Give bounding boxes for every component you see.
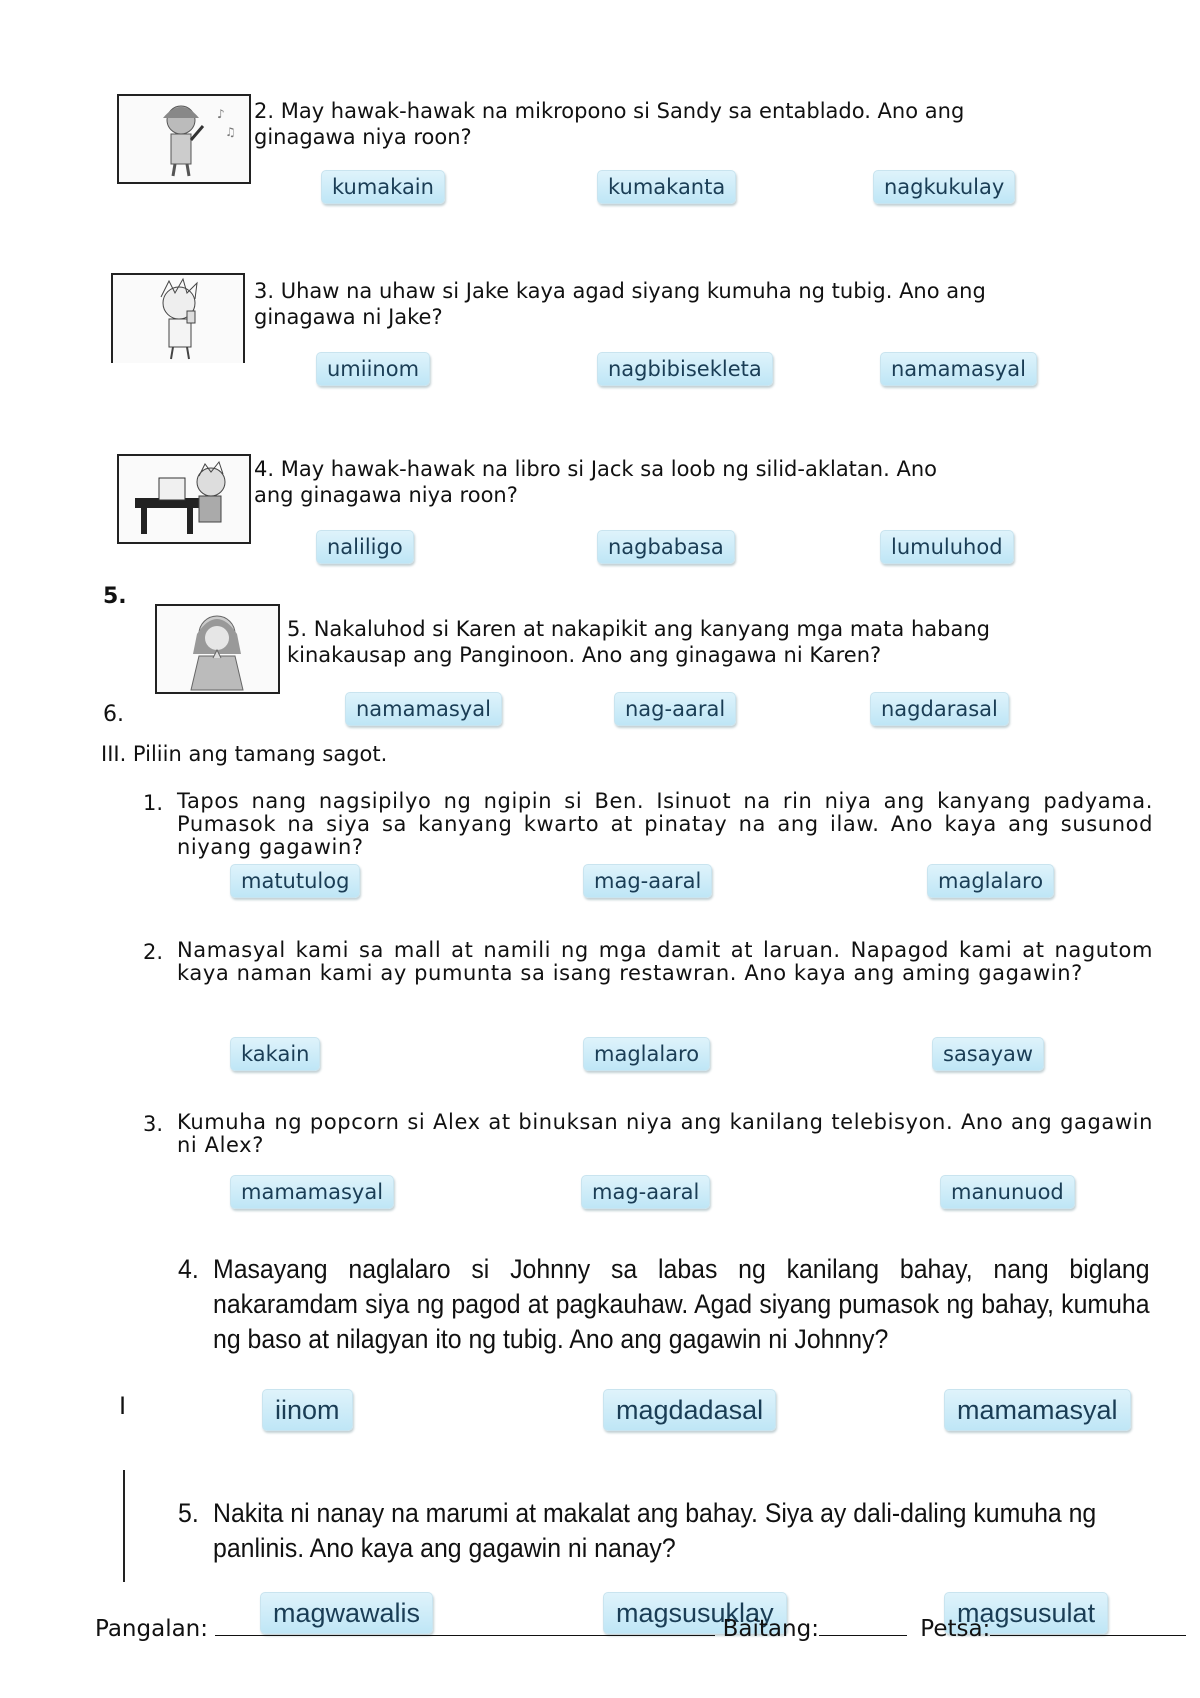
question-number: 2. bbox=[143, 940, 164, 964]
question-text: 3. Uhaw na uhaw si Jake kaya agad siyang kumuha ng tubig. Ano ang ginagawa ni Jake? bbox=[254, 279, 986, 329]
choice-button[interactable]: maglalaro bbox=[927, 864, 1054, 898]
question-text: 2. May hawak-hawak na mikropono si Sandy sa entablado. Ano ang ginagawa niya roon? bbox=[254, 99, 965, 149]
question-text: Nakita ni nanay na marumi at makalat ang bahay. Siya ay dali-daling kumuha ng panlinis. Ano kaya ang gagawin ni nanay? bbox=[213, 1498, 1097, 1563]
choice-button[interactable]: namamasyal bbox=[880, 352, 1037, 386]
margin-line bbox=[123, 1470, 125, 1582]
section-title: III. Piliin ang tamang sagot. bbox=[101, 742, 388, 766]
svg-text:♪: ♪ bbox=[217, 107, 225, 121]
item-marker: 5. bbox=[103, 584, 127, 609]
question-number: 4. bbox=[178, 1254, 199, 1284]
choice-button[interactable]: kakain bbox=[230, 1037, 320, 1071]
grade-blank[interactable] bbox=[819, 1614, 907, 1636]
choice-button[interactable]: magwawalis bbox=[260, 1592, 433, 1634]
footer bbox=[95, 1614, 1186, 1642]
question-text: 5. Nakaluhod si Karen at nakapikit ang kanyang mga mata habang kinakausap ang Panginoon. Ano ang ginagawa ni Karen? bbox=[287, 617, 990, 667]
question-text: Masayang naglalaro si Johnny sa labas ng kanilang bahay, nang biglang nakaramdam siya ng pagod at pagkauhaw. Agad siyang pumasok ng bahay, kumuha ng baso at nilagyan ito ng tubig. Ano ang gagawin ni Johnny? bbox=[213, 1254, 1150, 1354]
choice-button[interactable]: magsusulat bbox=[944, 1592, 1108, 1634]
choice-button[interactable]: nagbabasa bbox=[597, 530, 735, 564]
choice-button[interactable]: matutulog bbox=[230, 864, 360, 898]
choice-button[interactable]: lumuluhod bbox=[880, 530, 1014, 564]
question-text: 4. May hawak-hawak na libro si Jack sa loob ng silid-aklatan. Ano ang ginagawa niya roon? bbox=[254, 457, 937, 507]
choice-button[interactable]: magsusuklay bbox=[603, 1592, 787, 1634]
choice-button[interactable]: nagkukulay bbox=[873, 170, 1015, 204]
picture-girl-singing bbox=[117, 94, 251, 184]
choice-button[interactable]: sasayaw bbox=[932, 1037, 1044, 1071]
choice-button[interactable]: mamamasyal bbox=[230, 1175, 394, 1209]
svg-text:♫: ♫ bbox=[225, 125, 236, 139]
question-text: Kumuha ng popcorn si Alex at binuksan niya ang kanilang telebisyon. Ano ang gagawin ni Alex? bbox=[177, 1110, 1153, 1157]
choice-button[interactable]: nag-aaral bbox=[614, 692, 736, 726]
stray-mark: I bbox=[119, 1392, 127, 1420]
choice-button[interactable]: mag-aaral bbox=[581, 1175, 710, 1209]
picture-boy-reading bbox=[117, 454, 251, 544]
choice-button[interactable]: mag-aaral bbox=[583, 864, 712, 898]
choice-button[interactable]: namamasyal bbox=[345, 692, 502, 726]
choice-button[interactable]: mamamasyal bbox=[944, 1389, 1131, 1431]
choice-button[interactable]: magdadasal bbox=[603, 1389, 776, 1431]
picture-boy-drinking bbox=[111, 273, 245, 363]
question-number: 1. bbox=[143, 791, 164, 815]
choice-button[interactable]: iinom bbox=[262, 1389, 353, 1431]
choice-button[interactable]: nagbibisekleta bbox=[597, 352, 773, 386]
name-blank[interactable] bbox=[215, 1614, 715, 1636]
picture-girl-praying bbox=[155, 604, 280, 694]
choice-button[interactable]: maglalaro bbox=[583, 1037, 710, 1071]
item-marker: 6. bbox=[103, 702, 124, 727]
choice-button[interactable]: kumakain bbox=[321, 170, 445, 204]
date-label: Petsa: bbox=[920, 1616, 991, 1642]
choice-button[interactable]: kumakanta bbox=[597, 170, 736, 204]
choice-button[interactable]: nagdarasal bbox=[870, 692, 1009, 726]
choice-button[interactable]: naliligo bbox=[316, 530, 414, 564]
question-number: 3. bbox=[143, 1112, 164, 1136]
question-number: 5. bbox=[178, 1498, 199, 1528]
grade-label: Baitang: bbox=[722, 1616, 819, 1642]
name-label: Pangalan: bbox=[95, 1616, 209, 1642]
date-blank[interactable] bbox=[990, 1614, 1186, 1636]
choice-button[interactable]: manunuod bbox=[940, 1175, 1075, 1209]
choice-button[interactable]: umiinom bbox=[316, 352, 430, 386]
question-text: Tapos nang nagsipilyo ng ngipin si Ben. Isinuot na rin niya ang kanyang padyama. Pumasok na siya sa kanyang kwarto at pinatay na ang ilaw. Ano kaya ang susunod niyang gagawin? bbox=[177, 789, 1153, 859]
question-text: Namasyal kami sa mall at namili ng mga damit at laruan. Napagod kami at nagutom kaya naman kami ay pumunta sa isang restawran. Ano kaya ang aming gagawin? bbox=[177, 938, 1153, 985]
